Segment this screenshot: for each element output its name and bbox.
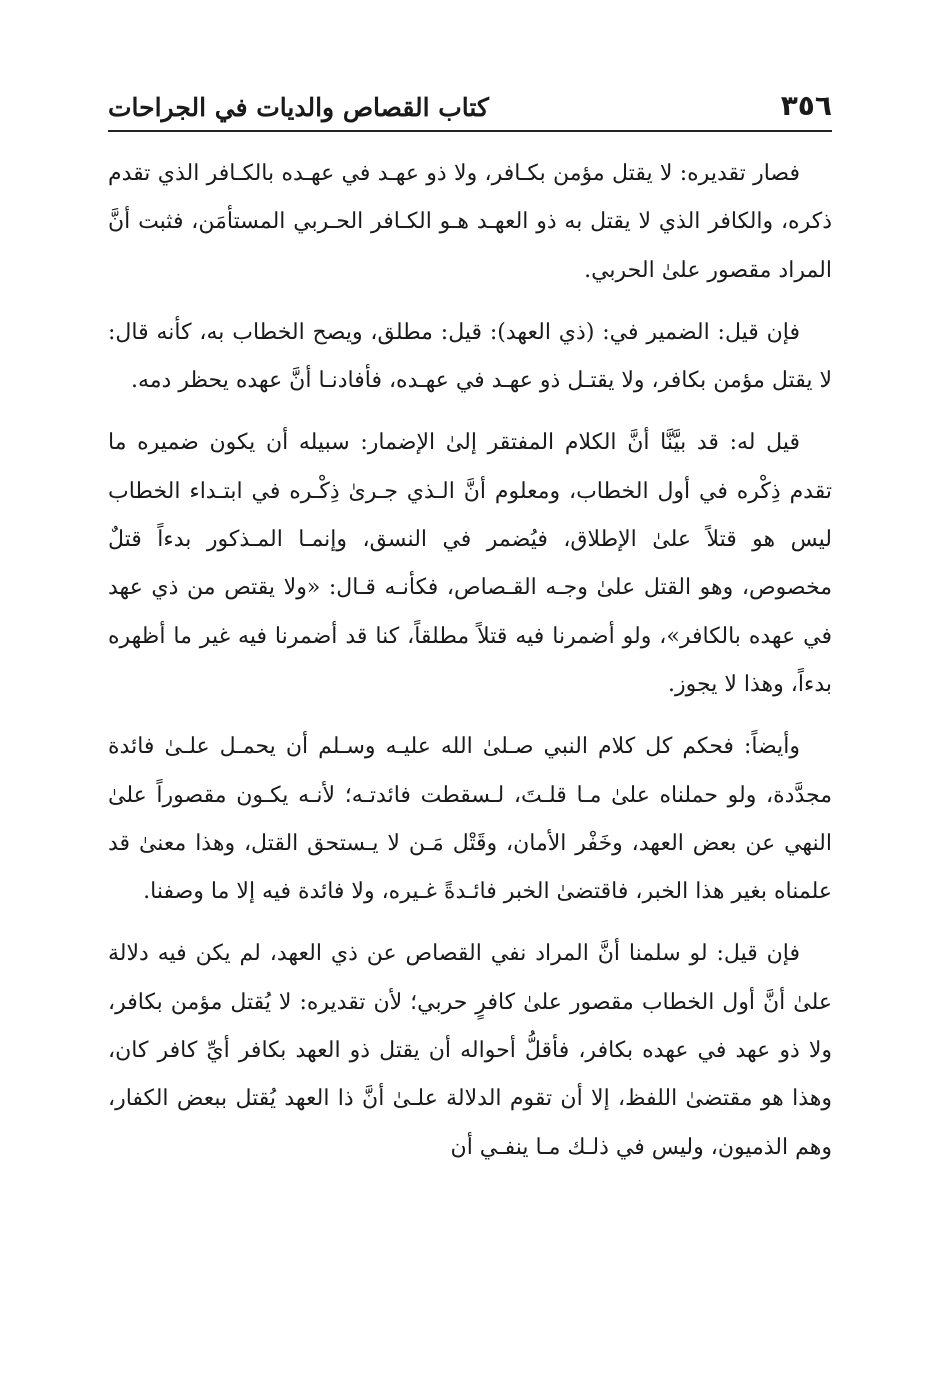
page-number: ٣٥٦ bbox=[780, 89, 832, 122]
running-header bbox=[108, 78, 832, 126]
running-title: كتاب القصاص والديات في الجراحات bbox=[108, 93, 489, 122]
paragraph: وأيضاً: فحكم كل كلام النبي صـلىٰ الله عليـه وسـلم أن يحمـل علـىٰ فائدة مجدَّدة، ولو حملناه علىٰ مـا قلـتَ، لـسقطت فائدتـه؛ لأنـه يكـون مقصوراً علىٰ النهي عن بعض العهد، وخَفْر الأمان، وقَتْل مَـن لا يـستحق القتل، وهذا معنىٰ قد علمناه بغير هذا الخبر، فاقتضىٰ الخبر فائـدةً غـيره، ولا فائدة فيه إلا ما وصفنا. bbox=[108, 734, 832, 905]
header-divider bbox=[108, 130, 832, 132]
paragraph: فصار تقديره: لا يقتل مؤمن بكـافر، ولا ذو عهـد في عهـده بالكـافر الذي تقدم ذكره، والكافر الذي لا يقتل به ذو العهـد هـو الكـافر الحـربي المستأمَن، فثبت أنَّ المراد مقصور علىٰ الحربي. bbox=[108, 161, 832, 283]
paragraph: قيل له: قد بيَّنَّا أنَّ الكلام المفتقر إلىٰ الإضمار: سبيله أن يكون ضميره ما تقدم ذِكْره في أول الخطاب، ومعلوم أنَّ الـذي جـرىٰ ذِكْـره في ابتـداء الخطاب ليس هو قتلاً علىٰ الإطلاق، فيُضمر في النسق، وإنمـا المـذكور بدءاً قتلٌ مخصوص، وهو القتل علىٰ وجـه القـصاص، فكأنـه قـال: «ولا يقتص من ذي عهد في عهده بالكافر»، ولو أضمرنا فيه قتلاً مطلقاً، كنا قد أضمرنا فيه غير ما أظهره بدءاً، وهذا لا يجوز. bbox=[108, 430, 832, 697]
paragraph: فإن قيل: لو سلمنا أنَّ المراد نفي القصاص عن ذي العهد، لم يكن فيه دلالة علىٰ أنَّ أول الخطاب مقصور علىٰ كافرٍ حربي؛ لأن تقديره: لا يُقتل مؤمن بكافر، ولا ذو عهد في عهده بكافر، فأقلُّ أحواله أن يقتل ذو العهد بكافر أيِّ كافر كان، وهذا هو مقتضىٰ اللفظ، إلا أن تقوم الدلالة علـىٰ أنَّ ذا العهد يُقتل ببعض الكفار، وهم الذميون، وليس في ذلـك مـا ينفـي أن bbox=[108, 941, 832, 1160]
paragraph: فإن قيل: الضمير في: (ذي العهد): قيل: مطلق، ويصح الخطاب به، كأنه قال: لا يقتل مؤمن بكافر، ولا يقتـل ذو عهـد في عهـده، فأفادنـا أنَّ عهده يحظر دمه. bbox=[108, 319, 832, 394]
body-text bbox=[108, 150, 832, 1186]
